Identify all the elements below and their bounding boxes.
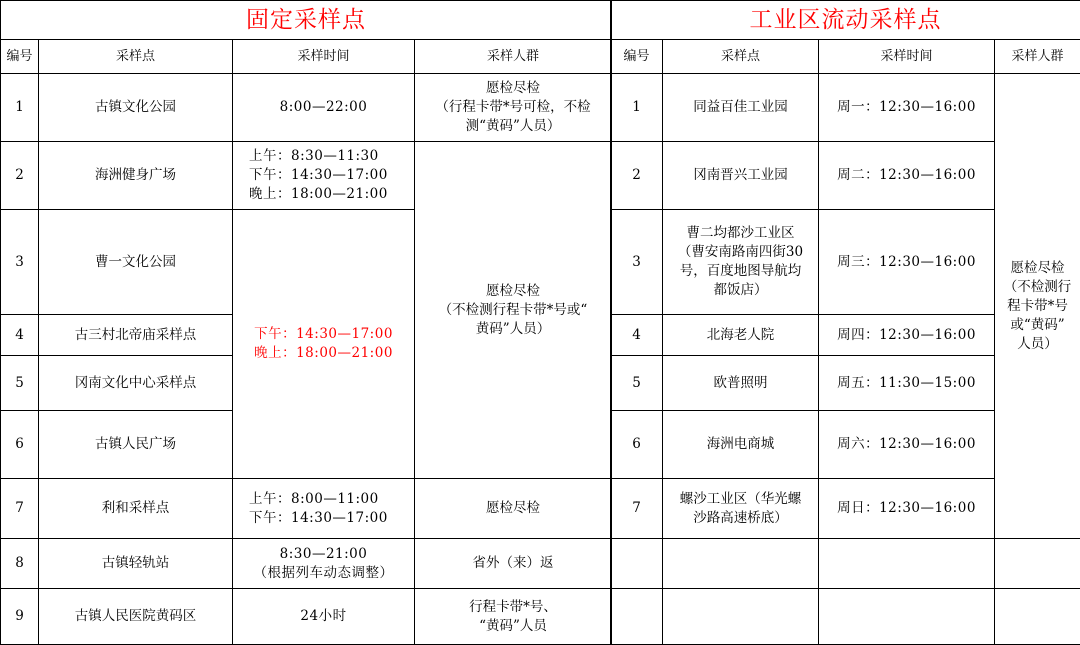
table-row-empty <box>611 539 1080 589</box>
row-site: 古镇人民医院黄码区 <box>39 589 233 645</box>
row-group: 省外（来）返 <box>415 539 612 589</box>
table-header <box>611 40 1080 74</box>
merged-group-cell: 愿检尽检 （不检测行 程卡带*号 或“黄码” 人员） <box>995 74 1080 539</box>
table-row <box>611 74 1080 142</box>
row-site: 曹二均都沙工业区 （曹安南路南四街30 号，百度地图导航均 都饭店） <box>663 210 819 315</box>
row-time: 周二：12:30—16:00 <box>819 142 995 210</box>
table-row <box>1 589 612 645</box>
row-site: 北海老人院 <box>663 315 819 356</box>
row-site: 海洲电商城 <box>663 411 819 479</box>
empty-cell <box>819 539 995 589</box>
row-site: 冈南文化中心采样点 <box>39 356 233 411</box>
row-time: 8:00—22:00 <box>233 74 415 142</box>
table-header <box>1 40 612 74</box>
row-site: 古三村北帝庙采样点 <box>39 315 233 356</box>
row-no: 6 <box>611 411 663 479</box>
row-site: 螺沙工业区（华光螺 沙路高速桥底） <box>663 479 819 539</box>
row-no: 9 <box>1 589 39 645</box>
merged-time-cell: 下午：14:30—17:00 晚上：18:00—21:00 <box>233 210 415 479</box>
row-time: 周五：11:30—15:00 <box>819 356 995 411</box>
row-time: 周一：12:30—16:00 <box>819 74 995 142</box>
row-time: 上午：8:00—11:00 下午：14:30—17:00 <box>233 479 415 539</box>
merged-group-cell: 愿检尽检 （不检测行程卡带*号或“ 黄码”人员） <box>415 142 612 479</box>
empty-cell <box>819 589 995 645</box>
empty-cell <box>611 589 663 645</box>
row-no: 6 <box>1 411 39 479</box>
mobile-sites-title: 工业区流动采样点 <box>611 1 1080 40</box>
row-no: 3 <box>611 210 663 315</box>
row-no: 2 <box>611 142 663 210</box>
header-no: 编号 <box>611 40 663 74</box>
row-time: 24小时 <box>233 589 415 645</box>
empty-cell <box>611 539 663 589</box>
row-site: 古镇人民广场 <box>39 411 233 479</box>
table-row-empty <box>611 589 1080 645</box>
row-no: 1 <box>611 74 663 142</box>
row-time: 周四：12:30—16:00 <box>819 315 995 356</box>
header-time: 采样时间 <box>819 40 995 74</box>
header-site: 采样点 <box>39 40 233 74</box>
table-row <box>1 74 612 142</box>
row-time: 周三：12:30—16:00 <box>819 210 995 315</box>
row-no: 7 <box>611 479 663 539</box>
row-no: 5 <box>1 356 39 411</box>
empty-cell <box>663 539 819 589</box>
row-site: 欧普照明 <box>663 356 819 411</box>
row-no: 3 <box>1 210 39 315</box>
row-group: 愿检尽检 <box>415 479 612 539</box>
header-site: 采样点 <box>663 40 819 74</box>
row-no: 8 <box>1 539 39 589</box>
table-row <box>1 539 612 589</box>
header-group: 采样人群 <box>415 40 612 74</box>
row-no: 2 <box>1 142 39 210</box>
row-site: 曹一文化公园 <box>39 210 233 315</box>
mobile-sites-table <box>610 0 1080 645</box>
row-site: 同益百佳工业园 <box>663 74 819 142</box>
fixed-sites-title: 固定采样点 <box>1 1 612 40</box>
row-no: 7 <box>1 479 39 539</box>
row-site: 古镇文化公园 <box>39 74 233 142</box>
header-no: 编号 <box>1 40 39 74</box>
row-no: 1 <box>1 74 39 142</box>
table-row <box>1 142 612 210</box>
empty-cell <box>995 589 1080 645</box>
header-time: 采样时间 <box>233 40 415 74</box>
row-site: 利和采样点 <box>39 479 233 539</box>
row-site: 冈南晋兴工业园 <box>663 142 819 210</box>
row-no: 4 <box>611 315 663 356</box>
row-no: 5 <box>611 356 663 411</box>
row-time: 周六：12:30—16:00 <box>819 411 995 479</box>
row-no: 4 <box>1 315 39 356</box>
header-group: 采样人群 <box>995 40 1080 74</box>
mobile-sites-panel <box>610 0 1080 645</box>
row-site: 古镇轻轨站 <box>39 539 233 589</box>
table-row <box>1 479 612 539</box>
empty-cell <box>995 539 1080 589</box>
row-site: 海洲健身广场 <box>39 142 233 210</box>
row-time: 周日：12:30—16:00 <box>819 479 995 539</box>
row-time: 8:30—21:00 （根据列车动态调整） <box>233 539 415 589</box>
row-group: 行程卡带*号、 “黄码”人员 <box>415 589 612 645</box>
row-time: 上午：8:30—11:30 下午：14:30—17:00 晚上：18:00—21:00 <box>233 142 415 210</box>
empty-cell <box>663 589 819 645</box>
row-group: 愿检尽检 （行程卡带*号可检，不检 测“黄码”人员） <box>415 74 612 142</box>
